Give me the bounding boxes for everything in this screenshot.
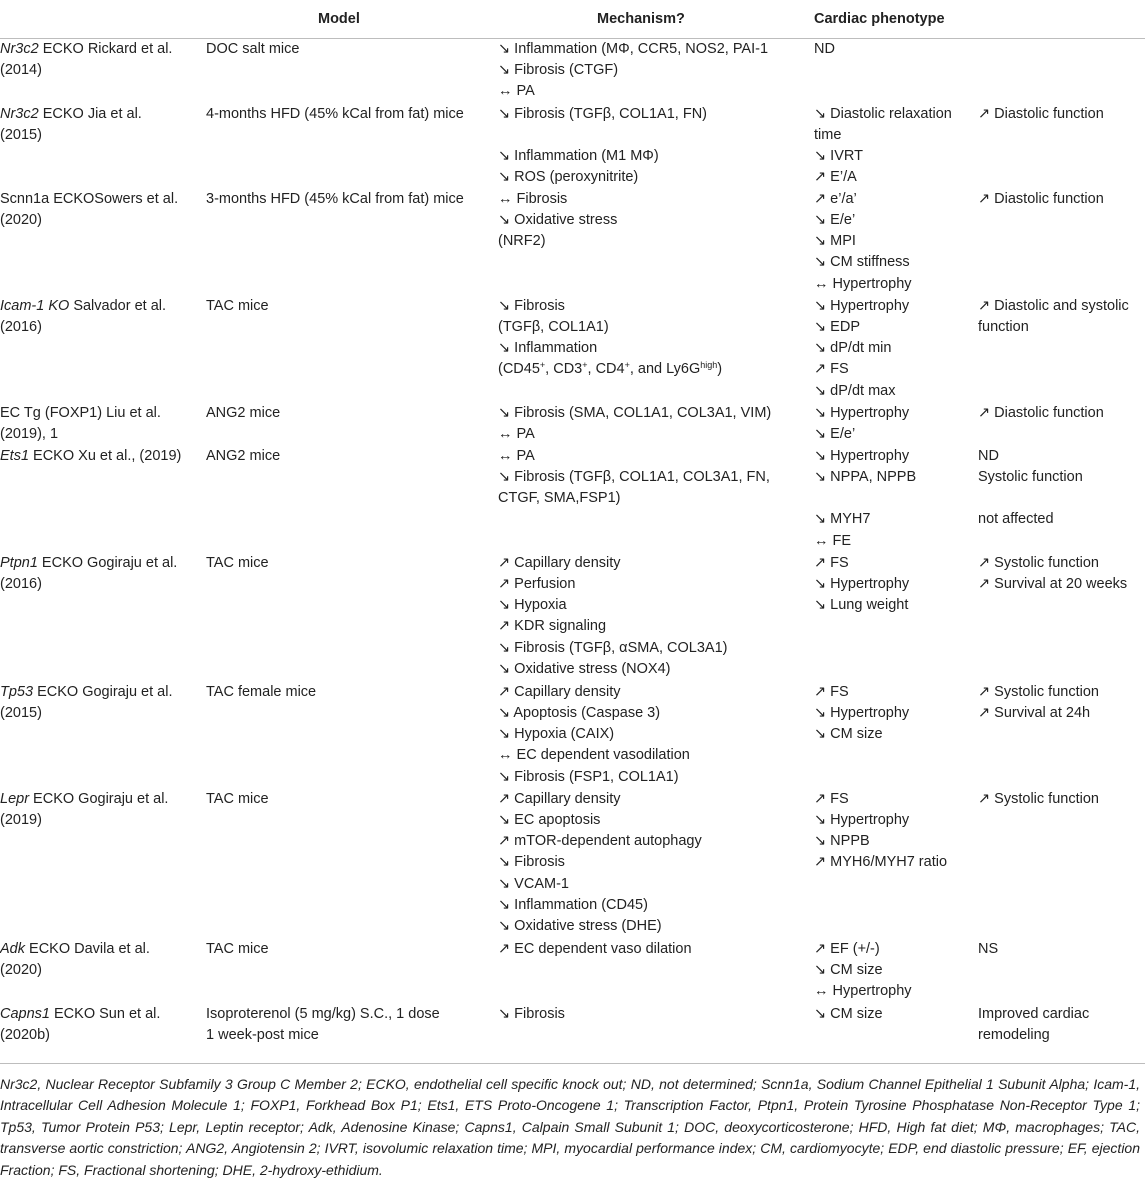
table-cell-cardiac-phenotype	[0, 960, 1145, 981]
cell-text: ↘ Fibrosis	[498, 854, 565, 871]
table-cell-outcome	[0, 574, 1145, 595]
cell-text: Tp53 ECKO Gogiraju et al.	[0, 683, 173, 700]
table-cell-outcome	[0, 789, 1145, 810]
cell-text: remodeling	[978, 1026, 1050, 1043]
table-cell-cardiac-phenotype	[0, 125, 1145, 146]
table-cell-cardiac-phenotype	[0, 531, 1145, 552]
cell-text: TAC mice	[206, 554, 269, 571]
table-cell-outcome	[0, 488, 1145, 509]
cell-text: ANG2 mice	[206, 447, 281, 464]
cell-text: ↘ Hypertrophy	[814, 297, 910, 314]
table-cell-mechanism	[0, 60, 1145, 81]
cell-text: ↗ Systolic function	[978, 790, 1099, 807]
cell-text: ↗ Capillary density	[498, 554, 621, 571]
cell-text: ↘ Diastolic relaxation	[814, 105, 952, 122]
cell-text: ↔ Hypertrophy	[814, 983, 912, 1000]
cell-text: ↗ Capillary density	[498, 683, 621, 700]
cell-text: ↘ Fibrosis (TGFβ, COL1A1, FN)	[498, 105, 708, 122]
table-cell-mechanism	[0, 616, 1145, 637]
cell-text: ↗ KDR signaling	[498, 618, 607, 635]
cell-text: Icam-1 KO Salvador et al.	[0, 297, 167, 314]
header-mechanism: Mechanism?	[597, 11, 685, 27]
table-cell-cardiac-phenotype	[0, 381, 1145, 402]
cell-text: ↘ EC apoptosis	[498, 811, 601, 828]
cell-text: ND	[978, 447, 999, 464]
footnote	[0, 1074, 1140, 1181]
cell-text: ↔ PA	[498, 425, 535, 442]
cell-text: ↘ CM size	[814, 1005, 883, 1022]
cell-text: ↗ FS	[814, 790, 849, 807]
cell-text: Ptpn1 ECKO Gogiraju et al.	[0, 554, 178, 571]
cell-text: ↘ NPPB	[814, 833, 870, 850]
cell-text: ↗ Survival at 24h	[978, 704, 1091, 721]
cell-text: (TGFβ, COL1A1)	[498, 318, 609, 335]
cell-text: ↗ FS	[814, 554, 849, 571]
table-cell-outcome	[0, 939, 1145, 960]
table-cell-outcome	[0, 1004, 1145, 1025]
cell-text: (2015)	[0, 126, 42, 143]
cell-text: ↘ Lung weight	[814, 597, 909, 614]
cell-text: ↘ Oxidative stress (NOX4)	[498, 661, 671, 677]
cell-text: NS	[978, 940, 999, 957]
table-cell-cardiac-phenotype	[0, 231, 1145, 252]
table-cell-cardiac-phenotype	[0, 39, 1145, 60]
cell-text: ↘ Inflammation	[498, 340, 598, 357]
cell-text: (2020)	[0, 961, 42, 978]
table-cell-cardiac-phenotype	[0, 338, 1145, 359]
table-cell-outcome	[0, 446, 1145, 467]
cell-text: ↗ FS	[814, 683, 849, 700]
cell-text: 3-months HFD (45% kCal from fat) mice	[206, 190, 464, 207]
cell-text: ↗ Systolic function	[978, 554, 1099, 571]
cell-text: Systolic function	[978, 468, 1083, 485]
table-cell-cardiac-phenotype	[0, 724, 1145, 745]
footnote-text: Nr3c2, Nuclear Receptor Subfamily 3 Group C Member 2; ECKO, endothelial cell specific knock out; ND, not determined; Scnn1a, Sodium Channel Epithelial 1 Subunit Alpha; Icam-1, Intracellular Cell Adhesion Molecule 1; FOXP1, Forkhead Box P1; Ets1, ETS Proto-Oncogene 1; Transcription Factor, Ptpn1, Protein Tyrosine Phosphatase Non-Receptor Type 1; Tp53, Tumor Protein P53; Lepr, Leptin receptor; Adk, Adenosine Kinase; Capns1, Calpain Small Subunit 1; DOC, deoxycorticosterone; HFD, High fat diet; MΦ, macrophages; TAC, transverse aortic constriction; ANG2, Angiotensin 2; IVRT, isovolumic relaxation time; MPI, myocardial performance index; CM, cardiomyocyte; EDP, end diastolic pressure; EF, ejection Fraction; FS, Fractional shortening; DHE, 2-hydroxy-ethidium.	[0, 1076, 1140, 1178]
table-cell-outcome	[0, 403, 1145, 424]
cell-text: ↔ PA	[498, 83, 535, 100]
cell-text: Adk ECKO Davila et al.	[0, 940, 150, 957]
table-cell-cardiac-phenotype	[0, 274, 1145, 295]
cell-text: ↘ Hypertrophy	[814, 811, 910, 828]
cell-text: Scnn1a ECKOSowers et al.	[0, 190, 179, 207]
cell-text: ↗ Diastolic function	[978, 404, 1104, 421]
cell-text: CTGF, SMA,FSP1)	[498, 490, 621, 507]
table-cell-outcome	[0, 1025, 1145, 1046]
table-cell-outcome	[0, 467, 1145, 488]
cell-text: ↘ Inflammation (M1 MΦ)	[498, 148, 659, 165]
cell-text: ↘ dP/dt min	[814, 340, 892, 357]
cell-text: ↘ Fibrosis (CTGF)	[498, 61, 619, 78]
cell-text: 1 week-post mice	[206, 1026, 319, 1043]
cell-text: (2020b)	[0, 1026, 50, 1043]
cell-text: ↗ MYH6/MYH7 ratio	[814, 854, 948, 871]
cell-text: function	[978, 318, 1029, 335]
cell-text: ↗ EC dependent vaso dilation	[498, 940, 692, 957]
cell-text: ↘ Fibrosis (FSP1, COL1A1)	[498, 768, 679, 785]
table-cell-cardiac-phenotype	[0, 424, 1145, 445]
cell-text: ↗ Diastolic function	[978, 105, 1104, 122]
cell-text: time	[814, 126, 842, 143]
cell-text: ↘ NPPA, NPPB	[814, 468, 917, 485]
cell-text: Ets1 ECKO Xu et al., (2019)	[0, 447, 182, 464]
cell-text: ↗ e’/a’	[814, 190, 857, 207]
table-cell-cardiac-phenotype	[0, 981, 1145, 1002]
table-cell-outcome	[0, 703, 1145, 724]
cell-text: ↘ Fibrosis (SMA, COL1A1, COL3A1, VIM)	[498, 404, 772, 421]
table-cell-cardiac-phenotype	[0, 252, 1145, 273]
cell-text: not affected	[978, 511, 1054, 528]
cell-text: Nr3c2 ECKO Jia et al.	[0, 105, 142, 122]
cell-text: ↘ CM size	[814, 726, 883, 743]
table-cell-mechanism	[0, 874, 1145, 895]
cell-text: ↘ Hypoxia	[498, 597, 567, 614]
cell-text: (2019)	[0, 811, 42, 828]
table-cell-mechanism	[0, 916, 1145, 937]
cell-text: ↘ Fibrosis (TGFβ, αSMA, COL3A1)	[498, 639, 728, 656]
table-cell-mechanism	[0, 745, 1145, 766]
cell-text: ANG2 mice	[206, 404, 281, 421]
header-cardiac-phenotype: Cardiac phenotype	[814, 11, 945, 27]
cell-text: ↘ EDP	[814, 318, 860, 335]
cell-text: ↔ PA	[498, 447, 535, 464]
cell-text: ↘ E/e’	[814, 211, 856, 228]
cell-text: Nr3c2 ECKO Rickard et al.	[0, 40, 173, 57]
table-cell-cardiac-phenotype	[0, 167, 1145, 188]
cell-text: ↘ ROS (peroxynitrite)	[498, 169, 639, 186]
table-cell-mechanism	[0, 81, 1145, 102]
cell-text: (2015)	[0, 704, 42, 721]
table-cell-mechanism	[0, 638, 1145, 659]
cell-text: ↘ MYH7	[814, 511, 871, 528]
cell-text: ↗ Capillary density	[498, 790, 621, 807]
cell-text: ↔ FE	[814, 532, 852, 549]
cell-text: ↘ Oxidative stress (DHE)	[498, 918, 662, 935]
cell-text: TAC mice	[206, 790, 269, 807]
cell-text: (2016)	[0, 318, 42, 335]
table-cell-outcome	[0, 553, 1145, 574]
cell-text: ND	[814, 40, 835, 57]
table-bottom-rule	[0, 1063, 1145, 1064]
cell-text: ↗ Diastolic and systolic	[978, 297, 1129, 314]
table-cell-outcome	[0, 317, 1145, 338]
cell-text: ↘ Fibrosis (TGFβ, COL1A1, COL3A1, FN,	[498, 468, 770, 485]
cell-text: (2019), 1	[0, 425, 59, 442]
cell-text: ↘ Hypertrophy	[814, 575, 910, 592]
cell-text: ↗ E’/A	[814, 169, 857, 186]
cell-text: ↗ Systolic function	[978, 683, 1099, 700]
cell-text: ↘ E/e’	[814, 425, 856, 442]
cell-text: Lepr ECKO Gogiraju et al.	[0, 790, 169, 807]
cell-text: ↔ EC dependent vasodilation	[498, 747, 690, 764]
cell-text: EC Tg (FOXP1) Liu et al.	[0, 404, 161, 421]
cell-text: ↔ Fibrosis	[498, 190, 568, 207]
cell-text: ↘ Hypertrophy	[814, 704, 910, 721]
cell-text: (2020)	[0, 211, 42, 228]
cell-text: ↘ IVRT	[814, 148, 863, 165]
cell-text: Improved cardiac	[978, 1005, 1090, 1022]
cell-text: (2016)	[0, 575, 42, 592]
cell-text: ↘ VCAM-1	[498, 875, 569, 892]
cell-text: ↗ FS	[814, 361, 849, 378]
cell-text: ↗ Survival at 20 weeks	[978, 575, 1128, 592]
table-cell-cardiac-phenotype	[0, 359, 1145, 380]
cell-text: ↗ Perfusion	[498, 575, 576, 592]
cell-text: (CD45+, CD3+, CD4+, and $Ly6G^{high}$)	[498, 360, 723, 378]
table-cell-cardiac-phenotype	[0, 852, 1145, 873]
cell-text: ↘ CM size	[814, 961, 883, 978]
table-cell-outcome	[0, 682, 1145, 703]
cell-text: Isoproterenol (5 mg/kg) S.C., 1 dose	[206, 1005, 440, 1022]
cell-text: ↘ Inflammation (CD45)	[498, 897, 648, 913]
cell-text: DOC salt mice	[206, 40, 300, 57]
table-cell-mechanism	[0, 895, 1145, 916]
cell-text: ↗ mTOR-dependent autophagy	[498, 833, 702, 850]
cell-text: ↘ Hypoxia (CAIX)	[498, 726, 615, 743]
cell-text: ↘ Inflammation (MΦ, CCR5, NOS2, PAI-1	[498, 40, 769, 57]
cell-text: (2014)	[0, 61, 42, 78]
table-cell-cardiac-phenotype	[0, 146, 1145, 167]
cell-text: ↗ Diastolic function	[978, 190, 1104, 207]
cell-text: ↘ dP/dt max	[814, 382, 896, 399]
cell-text: TAC female mice	[206, 683, 317, 700]
table-cell-cardiac-phenotype	[0, 831, 1145, 852]
table-header	[0, 0, 1145, 39]
table-cell-mechanism	[0, 659, 1145, 680]
cell-text: ↘ Fibrosis	[498, 297, 565, 314]
table-cell-cardiac-phenotype	[0, 210, 1145, 231]
cell-text: ↘ MPI	[814, 233, 856, 250]
table-cell-cardiac-phenotype	[0, 595, 1145, 616]
cell-text: ↘ Oxidative stress	[498, 211, 618, 228]
cell-text: 4-months HFD (45% kCal from fat) mice	[206, 105, 464, 122]
cell-text: Capns1 ECKO Sun et al.	[0, 1005, 161, 1022]
table-cell-outcome	[0, 509, 1145, 530]
cell-text: ↘ Apoptosis (Caspase 3)	[498, 704, 661, 721]
cell-text: TAC mice	[206, 297, 269, 314]
table-cell-outcome	[0, 189, 1145, 210]
cell-text: ↘ Hypertrophy	[814, 447, 910, 464]
cell-text: (NRF2)	[498, 233, 546, 250]
table-cell-cardiac-phenotype	[0, 810, 1145, 831]
header-model: Model	[318, 11, 360, 27]
cell-text: ↘ Fibrosis	[498, 1005, 565, 1022]
cell-text: ↘ CM stiffness	[814, 254, 910, 271]
cell-text: ↔ Hypertrophy	[814, 275, 912, 292]
cell-text: ↘ Hypertrophy	[814, 404, 910, 421]
cell-text: TAC mice	[206, 940, 269, 957]
table-cell-outcome	[0, 104, 1145, 125]
table-cell-outcome	[0, 296, 1145, 317]
cell-text: ↗ EF (+/-)	[814, 940, 880, 957]
table-cell-mechanism	[0, 767, 1145, 788]
